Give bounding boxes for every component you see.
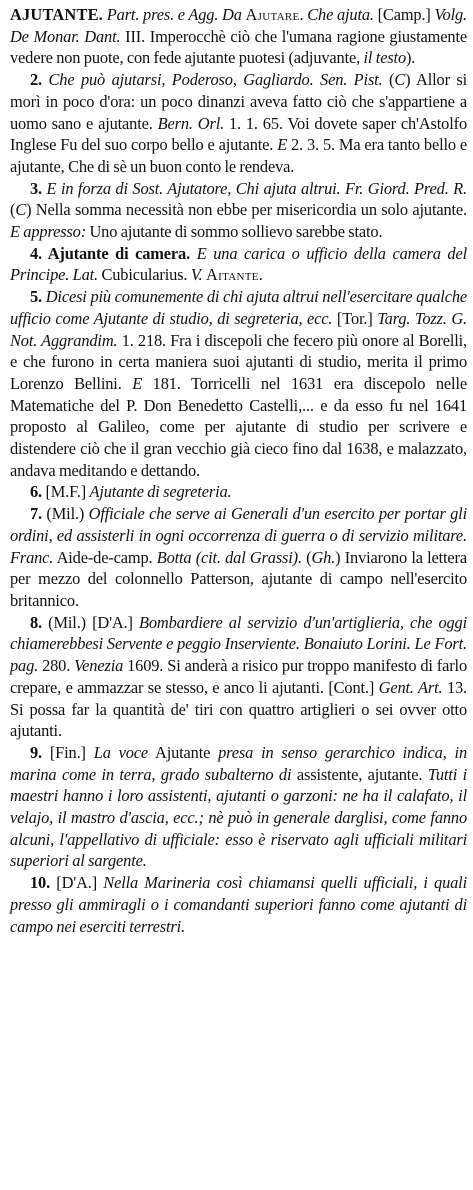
sense-number: 10. xyxy=(30,873,51,893)
text-run: [M.F.] xyxy=(42,482,90,502)
text-run: Dicesi più comunemente di chi ajuta altrui nell'esercitare qualche ufficio come Ajutante di studio, di segreteria, ecc. xyxy=(10,287,467,328)
text-run xyxy=(190,244,197,263)
text-run: Che ajuta. xyxy=(307,5,374,24)
text-run: 1. 1. 65. Voi dovete saper ch'Astolfo Inglese Fu del suo corpo bello e ajutante. xyxy=(10,113,467,155)
text-run: E appresso: xyxy=(10,222,87,242)
text-run: Gent. Art. xyxy=(378,677,443,697)
text-run: E xyxy=(132,373,143,393)
text-run: Targ. Tozz. G. Not. Aggrandim. xyxy=(10,308,467,350)
text-run: Uno ajutante di sommo sollievo sarebbe stato. xyxy=(86,222,383,242)
text-run: [Tor.] xyxy=(332,308,378,328)
sense-number: 6. xyxy=(30,482,42,502)
text-run: 2. 3. 5. Ma era tanto bello e ajutante, Che di sè un buon conto le rendeva. xyxy=(10,135,468,176)
text-run: ) Inviarono la lettera per mezzo del colonnello Patterson, ajutante di campo nell'esercito britannico. xyxy=(10,547,467,610)
text-run: Botta (cit. dal Grassi). xyxy=(156,547,302,567)
text-run: Ajutante di segreteria. xyxy=(89,482,232,502)
text-run: ( xyxy=(382,70,395,90)
text-run: Venezia xyxy=(74,656,124,676)
text-run: ). xyxy=(406,48,416,68)
text-run: Nella Marineria così chiamansi quelli ufficiali, i quali presso gli ammiragli o i comandanti superiori fanno come ajutanti di campo nei eserciti terrestri. xyxy=(10,873,467,936)
text-run: La voce xyxy=(93,742,149,762)
text-run: 1609. Si anderà a risico pur troppo manifesto di farlo crepare, e ammazzar se stesso, e anco li ajutanti. [Cont.] xyxy=(10,656,467,697)
text-run: Part. pres. e Agg. Da xyxy=(106,5,242,24)
text-run: Gh. xyxy=(311,547,336,567)
text-run: V. xyxy=(190,265,203,285)
text-run: E xyxy=(277,135,288,155)
sense-number: 4. Ajutante di camera. xyxy=(30,243,191,263)
text-run: E in forza di Sost. Ajutatore, Chi ajuta altrui. Fr. Giord. Pred. R. xyxy=(46,178,467,198)
text-run: 13. Si possa far la quantità de' tiri con quattro artiglieri o sei ovver otto ajutanti. xyxy=(10,677,467,741)
text-run: III. Imperocchè ciò che l'umana ragione giustamente vedere non puote, con fede ajutante puotesi (adjuvante, xyxy=(10,26,467,68)
sense-number: 9. xyxy=(30,742,42,762)
sense-number: 5. xyxy=(30,287,42,307)
text-run: ) Nella somma necessità non ebbe per misericordia un solo ajutante. xyxy=(26,200,467,220)
dictionary-entry-ajutante xyxy=(10,4,467,937)
text-run: 1. 218. Fra i discepoli che fecero più onore al Borelli, e che furono in certa maniera suoi ajutanti di studio, merita il primo Lorenzo Bellini. xyxy=(10,330,467,393)
sense-number: 7. xyxy=(30,504,42,524)
text-run: ( xyxy=(301,547,312,567)
text-run: Aide-de-camp. xyxy=(53,547,157,567)
text-run: Che può ajutarsi, Poderoso, Gagliardo. Sen. Pist. xyxy=(48,70,383,90)
text-run: Bern. Orl. xyxy=(157,113,225,133)
sense-number: 2. xyxy=(30,70,42,90)
text-run: C xyxy=(15,200,27,220)
text-run: ( xyxy=(10,200,16,220)
text-run: . xyxy=(258,265,263,285)
text-run: 181. Torricelli nel 1631 era discepolo nelle Matematiche del P. Don Benedetto Castelli,... e da esso fu nel 1641 proposto al Galileo, come per ajutante di studio per scrivere e distendere ciò che il gran vecchio già cieco fino dal 1638, e malazzato, andava meditando e dettando. xyxy=(10,373,467,480)
sense-number: 8. xyxy=(30,612,42,632)
text-run: presa in senso gerarchico indica, in marina come in terra, grado subalterno di xyxy=(10,742,467,784)
text-run: 280. xyxy=(38,656,75,676)
text-run: Tutti i maestri hanno i loro assistenti, ajutanti o garzoni: ne ha il calafato, il velajo, il mastro d'ascia, ecc.; nè può in generale darglisi, come fanno alcuni, l'appellativo di ufficiale: esso è riservato agli ufficiali militari superiori al sargente. xyxy=(10,764,468,871)
text-run: E una carica o ufficio della camera del Principe. Lat. xyxy=(10,243,467,285)
text-run: ) Allor si morì in poco d'ora: un poco dinanzi aveva fatto ciò che s'appartiene a uomo sano e ajutante. xyxy=(10,70,468,133)
text-run: [Fin.] xyxy=(42,742,94,762)
entry-sense-4 xyxy=(10,243,467,286)
text-run: assistente, ajutante. xyxy=(291,764,428,784)
text-run: Ajutare xyxy=(245,5,300,24)
entry-sense-7 xyxy=(10,503,467,612)
sense-number: 3. xyxy=(30,178,42,198)
entry-sense-9 xyxy=(10,742,467,872)
entry-definition-main xyxy=(10,4,467,69)
headword: AJUTANTE. xyxy=(10,5,104,24)
text-run: (Mil.) [D'A.] xyxy=(42,612,139,632)
text-run: . xyxy=(299,5,308,24)
entry-sense-6 xyxy=(10,481,467,503)
entry-sense-5 xyxy=(10,286,467,481)
text-run: Cubicularius. xyxy=(98,265,191,285)
entry-sense-8 xyxy=(10,612,467,742)
text-run: il testo xyxy=(363,48,406,68)
text-run: Aitante xyxy=(205,265,259,285)
text-run: C xyxy=(394,70,406,90)
text-run: Volg. De Monar. Dant. xyxy=(10,5,467,46)
entry-sense-10 xyxy=(10,872,467,937)
text-run: [Camp.] xyxy=(373,5,435,24)
text-run: Bombardiere al servizio d'un'artiglieria, che oggi chiamerebbesi Servente e peggio Inserviente. Bonaiuto Lorini. Le Fort. pag. xyxy=(10,612,467,676)
text-run: Ajutante xyxy=(148,742,219,762)
entry-sense-3 xyxy=(10,178,467,243)
text-run: [D'A.] xyxy=(50,873,104,893)
text-run: (Mil.) xyxy=(42,504,89,524)
entry-sense-2 xyxy=(10,69,467,178)
text-run: Officiale che serve ai Generali d'un esercito per portar gli ordini, ed assisterli in ogni occorrenza di guerra o di servizio militare. Franc. xyxy=(10,504,467,567)
